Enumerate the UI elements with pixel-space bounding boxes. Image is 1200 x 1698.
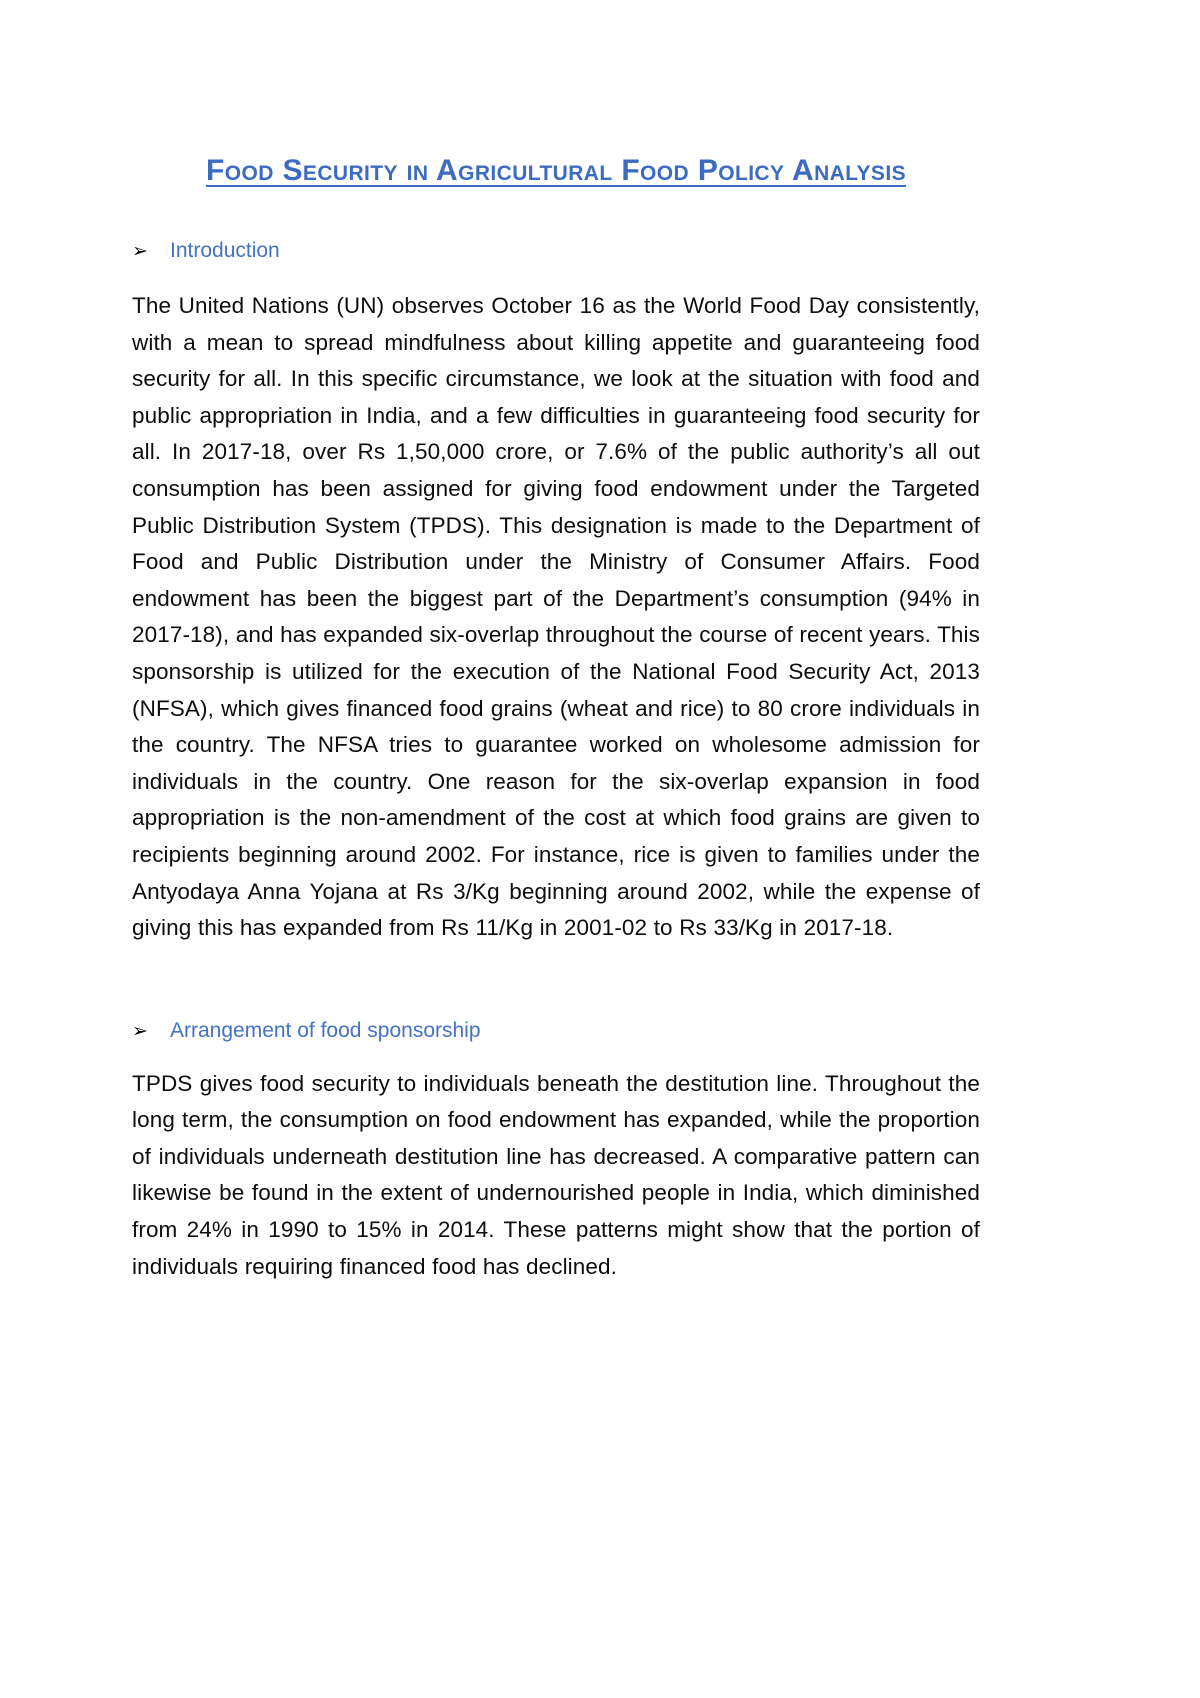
section-paragraph-arrangement-of-food-sponsorship: TPDS gives food security to individuals beneath the destitution line. Throughout the long term, the consumption on food endowment has expanded, while the proportion of individuals underneath destitution line has decreased. A comparative pattern can likewise be found in the extent of undernourished people in India, which diminished from 24% in 1990 to 15% in 2014. These patterns might show that the portion of individuals requiring financed food has declined.	[132, 1070, 980, 1279]
section-paragraph-introduction: The United Nations (UN) observes October 16 as the World Food Day consistently, with a mean to spread mindfulness about killing appetite and guaranteeing food security for all. In this specific circumstance, we look at the situation with food and public appropriation in India, and a few difficulties in guaranteeing food security for all. In 2017-18, over Rs 1,50,000 crore, or 7.6% of the public authority’s all out consumption has been assigned for giving food endowment under the Targeted Public Distribution System (TPDS). This designation is made to the Department of Food and Public Distribution under the Ministry of Consumer Affairs. Food endowment has been the biggest part of the Department’s consumption (94% in 2017-18), and has expanded six-overlap throughout the course of recent years. This sponsorship is utilized for the execution of the National Food Security Act, 2013 (NFSA), which gives financed food grains (wheat and rice) to 80 crore individuals in the country. The NFSA tries to guarantee worked on wholesome admission for individuals in the country. One reason for the six-overlap expansion in food appropriation is the non-amendment of the cost at which food grains are given to recipients beginning around 2002. For instance, rice is given to families under the Antyodaya Anna Yojana at Rs 3/Kg beginning around 2002, while the expense of giving this has expanded from Rs 11/Kg in 2001-02 to Rs 33/Kg in 2017-18.	[132, 293, 980, 941]
section-heading-arrangement-of-food-sponsorship	[132, 1017, 980, 1046]
section-heading-label: Arrangement of food sponsorship	[170, 1018, 481, 1042]
section-heading-introduction	[132, 237, 980, 266]
arrow-bullet-icon: ➢	[132, 241, 148, 262]
page-content	[132, 0, 980, 1285]
spacer	[132, 947, 980, 1017]
arrow-bullet-icon: ➢	[132, 1020, 148, 1042]
spacer	[132, 193, 980, 237]
section-heading-label: Introduction	[170, 239, 280, 262]
spacer	[132, 266, 980, 288]
page-title: Food Security in Agricultural Food Policy Analysis	[206, 154, 906, 187]
spacer	[132, 1046, 980, 1066]
